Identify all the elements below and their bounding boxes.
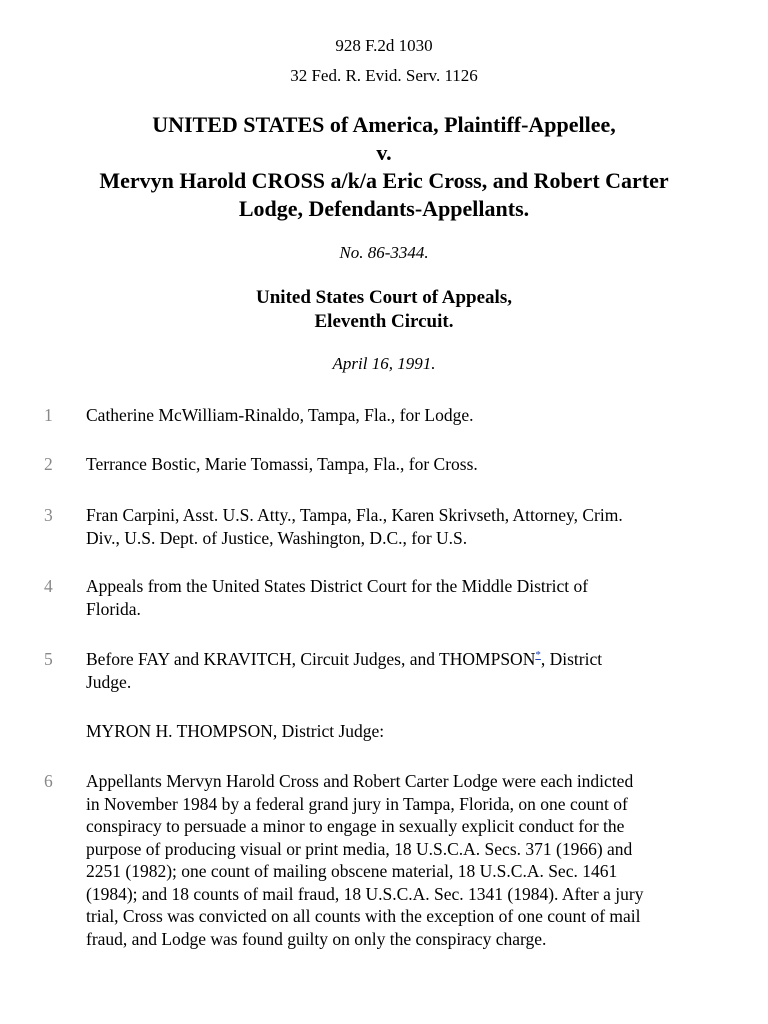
paragraph-text bbox=[86, 648, 734, 693]
decision-date: April 16, 1991. bbox=[332, 354, 436, 373]
paragraph-line: fraud, and Lodge was found guilty on only the conspiracy charge. bbox=[86, 928, 547, 949]
footnote-link[interactable]: * bbox=[535, 649, 541, 662]
paragraph-number: 4 bbox=[44, 576, 53, 596]
paragraph-line bbox=[86, 648, 734, 671]
paragraph-text bbox=[86, 404, 734, 427]
caption-plaintiff: UNITED STATES of America, Plaintiff-Appellee, bbox=[152, 112, 616, 137]
paragraph-text bbox=[86, 504, 734, 549]
paragraph-line: purpose of producing visual or print media, 18 U.S.C.A. Secs. 371 (1966) and bbox=[86, 838, 633, 859]
court-name bbox=[0, 286, 768, 334]
paragraph-line: Florida. bbox=[86, 598, 141, 619]
paragraph-line: Judge. bbox=[86, 671, 132, 692]
paragraph-text bbox=[86, 453, 734, 476]
paragraph-line: Div., U.S. Dept. of Justice, Washington, D.C., for U.S. bbox=[86, 527, 468, 548]
paragraph-line: in November 1984 by a federal grand jury in Tampa, Florida, on one count of bbox=[86, 793, 628, 814]
paragraph-number: 2 bbox=[44, 454, 53, 474]
paragraph-line: Terrance Bostic, Marie Tomassi, Tampa, Fla., for Cross. bbox=[86, 454, 478, 474]
paragraph-line: (1984); and 18 counts of mail fraud, 18 U.S.C.A. Sec. 1341 (1984). After a jury bbox=[86, 883, 644, 904]
paragraph-line: Fran Carpini, Asst. U.S. Atty., Tampa, Fla., Karen Skrivseth, Attorney, Crim. bbox=[86, 505, 623, 525]
paragraph-text bbox=[86, 770, 734, 950]
paragraph-line: 2251 (1982); one count of mailing obscene material, 18 U.S.C.A. Sec. 1461 bbox=[86, 861, 618, 881]
paragraph-line-text: , District bbox=[540, 649, 603, 669]
docket-number: No. 86-3344. bbox=[339, 243, 429, 262]
paragraph-line: trial, Cross was convicted on all counts with the exception of one count of mail bbox=[86, 906, 641, 926]
paragraph-line: Appeals from the United States District Court for the Middle District of bbox=[86, 576, 589, 596]
caption-defendants-line2: Lodge, Defendants-Appellants. bbox=[238, 196, 530, 221]
paragraph-line: Appellants Mervyn Harold Cross and Robert Carter Lodge were each indicted bbox=[86, 771, 634, 791]
paragraph-number: 5 bbox=[44, 649, 53, 669]
caption-versus: v. bbox=[376, 140, 392, 165]
paragraph-number: 6 bbox=[44, 771, 53, 791]
paragraph-line: MYRON H. THOMPSON, District Judge: bbox=[86, 721, 385, 741]
paragraph-text bbox=[86, 720, 734, 743]
paragraph-line: conspiracy to persuade a minor to engage in sexually explicit conduct for the bbox=[86, 816, 625, 836]
paragraph-number: 3 bbox=[44, 505, 53, 525]
paragraph-line: Catherine McWilliam-Rinaldo, Tampa, Fla., for Lodge. bbox=[86, 405, 474, 425]
paragraph-line-text: Before FAY and KRAVITCH, Circuit Judges, and THOMPSON bbox=[86, 649, 536, 669]
citation-evidence-service: 32 Fed. R. Evid. Serv. 1126 bbox=[290, 66, 478, 85]
paragraph-number: 1 bbox=[44, 405, 53, 425]
citation-reporter: 928 F.2d 1030 bbox=[335, 36, 433, 55]
court-name-line2: Eleventh Circuit. bbox=[314, 311, 454, 332]
court-name-line1: United States Court of Appeals, bbox=[256, 287, 512, 308]
case-caption bbox=[0, 111, 768, 223]
caption-defendants-line1: Mervyn Harold CROSS a/k/a Eric Cross, and Robert Carter bbox=[99, 168, 669, 193]
paragraph-text bbox=[86, 575, 734, 620]
